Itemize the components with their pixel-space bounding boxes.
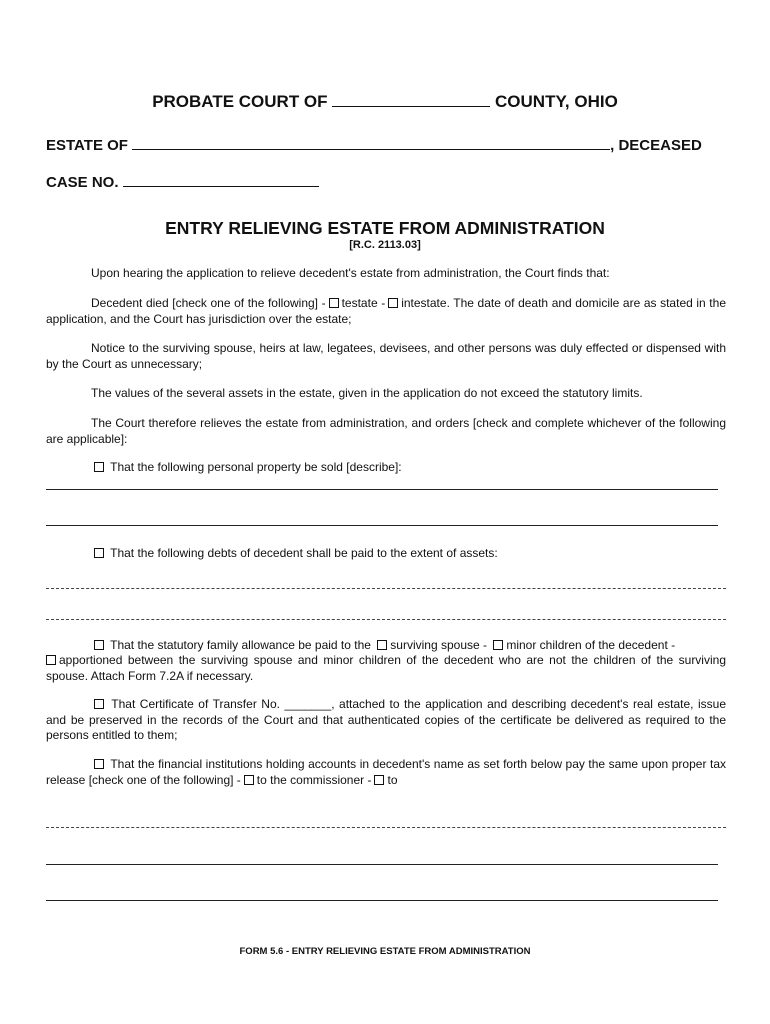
allowance-apportioned xyxy=(46,653,726,684)
case-label: CASE NO. xyxy=(46,174,119,191)
form-subtitle: [R.C. 2113.03] xyxy=(349,239,421,251)
financial-checkbox[interactable] xyxy=(94,759,104,769)
court-prefix: PROBATE COURT OF xyxy=(152,92,328,111)
property-checkbox[interactable] xyxy=(94,462,104,472)
minor-children-label: minor children of the decedent - xyxy=(506,638,676,652)
debts-line-1[interactable] xyxy=(46,588,726,589)
financial-line-2[interactable] xyxy=(46,864,718,865)
debts-checkbox[interactable] xyxy=(94,548,104,558)
to-label: to xyxy=(387,772,398,787)
property-line-1[interactable] xyxy=(46,489,718,490)
financial-label: That the financial institutions holding accounts in decedent's name as set forth below pay the same upon proper tax release [check one of the following] - xyxy=(46,757,726,787)
estate-label: ESTATE OF xyxy=(46,137,128,154)
allowance-prefix: That the statutory family allowance be paid to the xyxy=(110,638,371,652)
form-title: ENTRY RELIEVING ESTATE FROM ADMINISTRATION xyxy=(165,218,605,238)
certificate-checkbox[interactable] xyxy=(94,699,104,709)
minor-children-checkbox[interactable] xyxy=(493,640,503,650)
commissioner-checkbox[interactable] xyxy=(244,775,254,785)
financial-line-3[interactable] xyxy=(46,900,718,901)
intestate-label: intestate. The date of death and domicile are as stated in the application, and the Court has jurisdiction over the estate; xyxy=(46,296,726,326)
option-financial xyxy=(46,757,726,788)
finding-testacy xyxy=(46,296,726,327)
debts-label: That the following debts of decedent shall be paid to the extent of assets: xyxy=(110,546,498,560)
spouse-checkbox[interactable] xyxy=(377,640,387,650)
apportioned-checkbox[interactable] xyxy=(46,655,56,665)
county-blank[interactable] xyxy=(332,92,490,107)
testate-checkbox[interactable] xyxy=(329,298,339,308)
apportioned-label: apportioned between the surviving spouse and minor children of the decedent who are not the children of the surviving spouse. Attach Form 7.2A if necessary. xyxy=(46,653,726,683)
property-line-2[interactable] xyxy=(46,525,718,526)
intestate-checkbox[interactable] xyxy=(388,298,398,308)
testate-label: testate - xyxy=(341,296,386,310)
debts-line-2[interactable] xyxy=(46,619,726,620)
estate-name-blank[interactable] xyxy=(132,135,610,150)
form-footer: FORM 5.6 - ENTRY RELIEVING ESTATE FROM ADMINISTRATION xyxy=(239,946,531,957)
option-debts xyxy=(46,546,726,562)
option-property xyxy=(46,460,726,476)
case-number-blank[interactable] xyxy=(123,172,319,187)
court-heading xyxy=(0,92,770,112)
finding-notice: Notice to the surviving spouse, heirs at law, legatees, devisees, and other persons was duly effected or dispensed with by the Court as unnecessary; xyxy=(46,341,726,371)
spouse-label: surviving spouse - xyxy=(390,638,487,652)
allowance-checkbox[interactable] xyxy=(94,640,104,650)
court-suffix: COUNTY, OHIO xyxy=(495,92,618,111)
finding-intro: Upon hearing the application to relieve decedent's estate from administration, the Court finds that: xyxy=(91,266,610,280)
certificate-label: That Certificate of Transfer No. _______, attached to the application and describing decedent's real estate, issue and be preserved in the records of the Court and that authenticated copies of the certificate be delivered as required to the persons entitled to them; xyxy=(46,697,726,742)
option-allowance xyxy=(46,638,726,654)
financial-line-1[interactable] xyxy=(46,827,726,828)
testacy-prefix: Decedent died [check one of the following] - xyxy=(91,296,326,310)
case-line xyxy=(46,172,319,191)
property-label: That the following personal property be sold [describe]: xyxy=(110,460,402,474)
commissioner-label: to the commissioner - xyxy=(256,772,372,787)
estate-line xyxy=(46,135,726,154)
option-certificate xyxy=(46,697,726,744)
finding-values: The values of the several assets in the estate, given in the application do not exceed the statutory limits. xyxy=(91,386,643,400)
orders-intro: The Court therefore relieves the estate from administration, and orders [check and complete whichever of the following are applicable]: xyxy=(46,416,726,446)
to-checkbox[interactable] xyxy=(374,775,384,785)
deceased-label: , DECEASED xyxy=(610,137,702,154)
